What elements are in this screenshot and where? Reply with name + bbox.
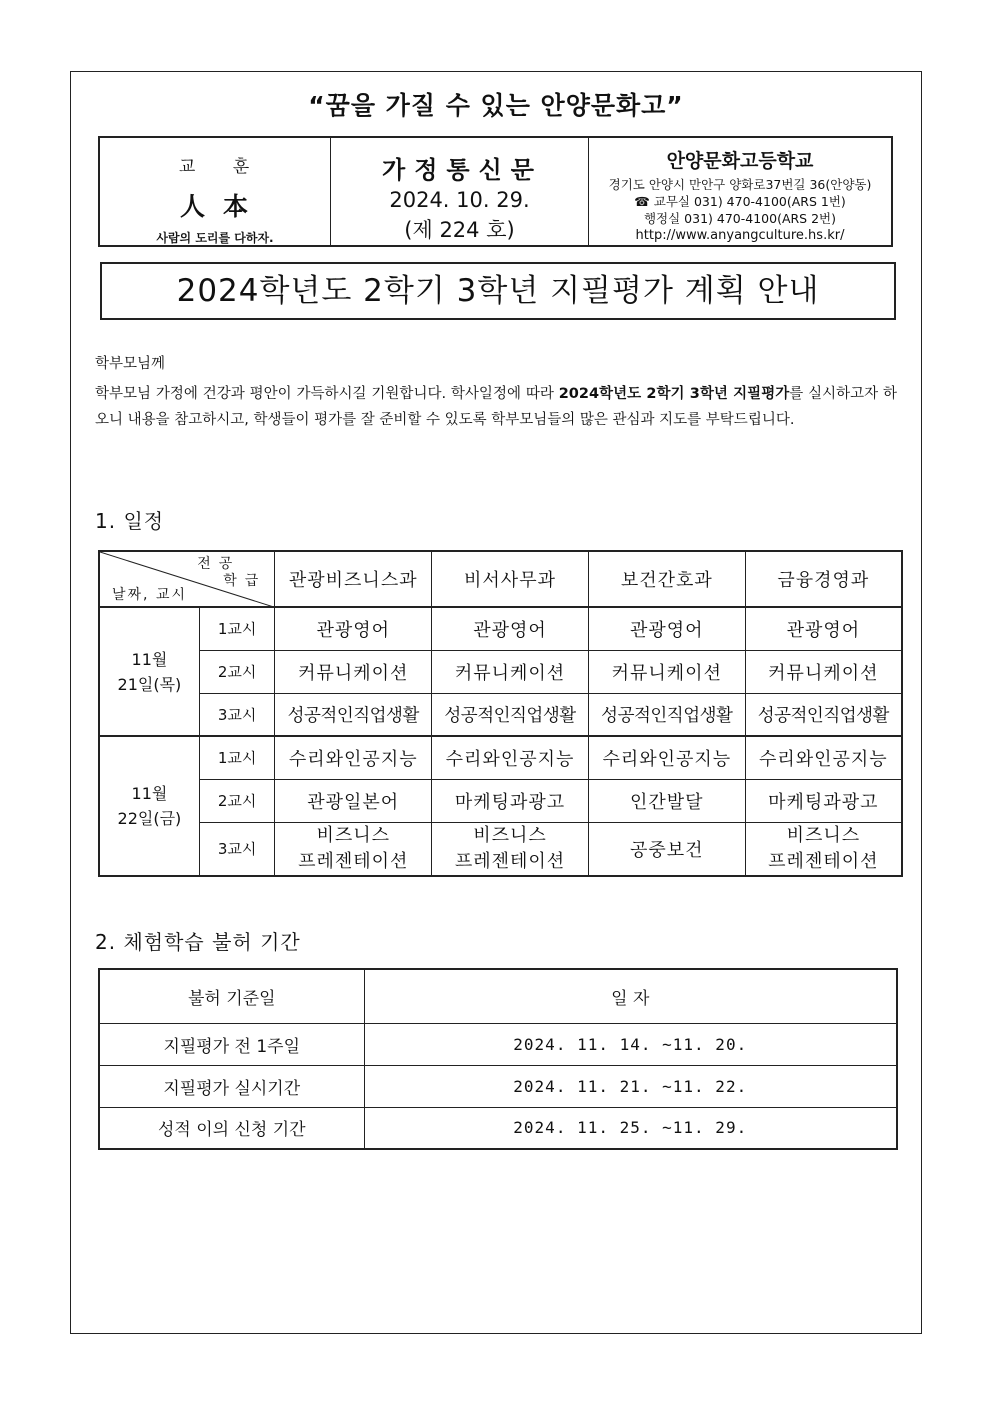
newsletter-issue: (제 224 호) xyxy=(404,218,515,242)
subject-cell: 관광영어 xyxy=(588,607,745,650)
period-cell: 2교시 xyxy=(199,779,274,822)
subject-line-2: 프레젠테이션 xyxy=(454,850,566,872)
table-row xyxy=(99,650,902,693)
period-cell: 3교시 xyxy=(199,693,274,736)
table-row xyxy=(99,779,902,822)
table-row xyxy=(99,736,902,779)
column-header: 일 자 xyxy=(364,969,897,1023)
restriction-dates: 2024. 11. 14. ~11. 20. xyxy=(364,1023,897,1065)
date-month: 11월 xyxy=(131,649,168,669)
header-date-label: 날짜, 교시 xyxy=(112,587,187,603)
document-title: 2024학년도 2학기 3학년 지필평가 계획 안내 xyxy=(100,262,896,320)
school-contact-box xyxy=(589,138,891,245)
column-header: 불허 기준일 xyxy=(99,969,364,1023)
body-paragraph xyxy=(95,381,897,433)
diagonal-header-cell xyxy=(99,551,275,607)
subject-cell: 성공적인직업생활 xyxy=(432,693,589,736)
date-day: 21일(목) xyxy=(117,674,182,694)
dept-header: 금융경영과 xyxy=(745,551,902,607)
restriction-table xyxy=(98,968,898,1150)
subject-cell: 수리와인공지능 xyxy=(588,736,745,779)
school-creed-box xyxy=(100,138,331,245)
restriction-dates: 2024. 11. 25. ~11. 29. xyxy=(364,1107,897,1149)
subject-cell: 공중보건 xyxy=(588,822,745,876)
letterhead xyxy=(98,136,893,247)
subject-line-1: 비즈니스 xyxy=(786,824,861,846)
body-text-bold: 2024학년도 2학기 3학년 지필평가 xyxy=(558,386,790,402)
schedule-table xyxy=(98,550,903,877)
restriction-label: 지필평가 실시기간 xyxy=(99,1065,364,1107)
creed-label: 교 훈 xyxy=(178,157,266,177)
subject-cell: 관광일본어 xyxy=(275,779,432,822)
table-row xyxy=(99,607,902,650)
subject-cell: 성공적인직업생활 xyxy=(745,693,902,736)
subject-cell: 커뮤니케이션 xyxy=(745,650,902,693)
phone-office: ☎ 교무실 031) 470-4100(ARS 1번) xyxy=(634,194,846,209)
subject-cell: 성공적인직업생활 xyxy=(275,693,432,736)
body-text-1: 학부모님 가정에 건강과 평안이 가득하시길 기원합니다. 학사일정에 따라 xyxy=(95,386,559,402)
phone-admin: 행정실 031) 470-4100(ARS 2번) xyxy=(643,211,836,226)
subject-cell: 관광영어 xyxy=(432,607,589,650)
subject-cell: 수리와인공지능 xyxy=(745,736,902,779)
period-cell: 2교시 xyxy=(199,650,274,693)
header-major-label: 전공 xyxy=(197,556,241,572)
period-cell: 1교시 xyxy=(199,736,274,779)
date-cell xyxy=(99,736,199,876)
dept-header: 비서사무과 xyxy=(432,551,589,607)
restriction-label: 성적 이의 신청 기간 xyxy=(99,1107,364,1149)
school-address: 경기도 안양시 만안구 양화로37번길 36(안양동) xyxy=(608,177,872,192)
greeting: 학부모님께 xyxy=(95,356,166,372)
table-header-row xyxy=(99,969,897,1023)
subject-line-2: 프레젠테이션 xyxy=(768,850,879,872)
table-row xyxy=(99,1065,897,1107)
subject-line-1: 비즈니스 xyxy=(316,824,391,846)
subject-cell: 관광영어 xyxy=(275,607,432,650)
creed-saying: 사람의 도리를 다하자. xyxy=(156,231,274,245)
school-name: 안양문화고등학교 xyxy=(666,150,814,172)
dept-header: 관광비즈니스과 xyxy=(275,551,432,607)
table-row xyxy=(99,1107,897,1149)
table-row xyxy=(99,1023,897,1065)
creed-value: 人本 xyxy=(179,192,266,221)
newsletter-date: 2024. 10. 29. xyxy=(389,188,530,212)
period-cell: 3교시 xyxy=(199,822,274,876)
subject-cell: 수리와인공지능 xyxy=(432,736,589,779)
school-url: http://www.anyangculture.hs.kr/ xyxy=(635,228,845,243)
period-cell: 1교시 xyxy=(199,607,274,650)
subject-cell xyxy=(275,822,432,876)
restriction-dates: 2024. 11. 21. ~11. 22. xyxy=(364,1065,897,1107)
subject-line-2: 프레젠테이션 xyxy=(298,850,409,872)
subject-cell: 커뮤니케이션 xyxy=(588,650,745,693)
table-row xyxy=(99,822,902,876)
date-day: 22일(금) xyxy=(117,808,182,828)
school-motto: “꿈을 가질 수 있는 안양문화고” xyxy=(308,91,684,120)
subject-cell: 마케팅과광고 xyxy=(745,779,902,822)
subject-line-1: 비즈니스 xyxy=(473,824,547,846)
subject-cell: 관광영어 xyxy=(745,607,902,650)
section-schedule-title: 1. 일정 xyxy=(95,509,165,533)
subject-cell: 인간발달 xyxy=(588,779,745,822)
dept-header: 보건간호과 xyxy=(588,551,745,607)
header-grade-label: 학급 xyxy=(223,573,267,589)
subject-cell xyxy=(432,822,589,876)
subject-cell: 성공적인직업생활 xyxy=(588,693,745,736)
section-restriction-title: 2. 체험학습 불허 기간 xyxy=(95,930,301,954)
table-header-row xyxy=(99,551,902,607)
table-row xyxy=(99,693,902,736)
newsletter-info-box xyxy=(331,138,589,245)
restriction-label: 지필평가 전 1주일 xyxy=(99,1023,364,1065)
body-text-2: 를 실시하고자 하오니 내용을 참고하시고, 학생들이 평가를 잘 준비할 수 있도록 학부모님들의 많은 관심과 지도를 부탁드립니다. xyxy=(95,386,897,428)
subject-cell xyxy=(745,822,902,876)
date-cell xyxy=(99,607,199,736)
subject-cell: 수리와인공지능 xyxy=(275,736,432,779)
date-month: 11월 xyxy=(131,783,168,803)
subject-cell: 커뮤니케이션 xyxy=(432,650,589,693)
newsletter-title: 가정통신문 xyxy=(382,156,543,184)
subject-cell: 커뮤니케이션 xyxy=(275,650,432,693)
subject-cell: 마케팅과광고 xyxy=(432,779,589,822)
